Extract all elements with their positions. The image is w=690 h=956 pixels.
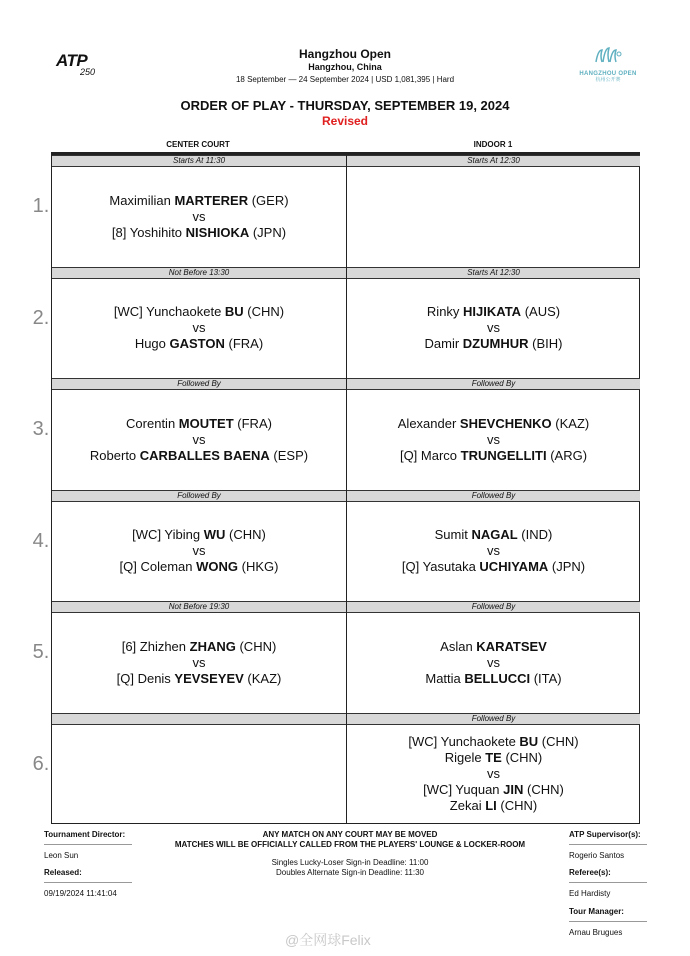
player-line (398, 416, 589, 432)
hangzhou-open-logo-cn: 杭州公开赛 (595, 77, 621, 83)
player-surname: NISHIOKA (185, 224, 250, 240)
player-surname: SHEVCHENKO (459, 415, 552, 431)
player-surname: BU (519, 734, 539, 750)
player-first-name: Damir (424, 336, 463, 352)
player-first-name: [Q] Denis (116, 670, 175, 686)
player-surname: CARBALLES BAENA (139, 447, 270, 463)
order-of-play-title: ORDER OF PLAY - THURSDAY, SEPTEMBER 19, 2024 (180, 98, 510, 113)
player-surname: UCHIYAMA (479, 559, 549, 575)
player-line (109, 193, 288, 209)
vs-label: vs (487, 654, 500, 670)
vs-label: vs (192, 431, 206, 447)
player-line (122, 639, 277, 655)
player-first-name: Hugo (134, 336, 170, 352)
player-surname: DZUMHUR (462, 336, 529, 352)
referee-label: Referee(s): (569, 868, 611, 877)
player-first-name: [6] Zhizhen (121, 638, 190, 654)
player-first-name: Alexander (397, 415, 460, 431)
player-line (400, 448, 587, 464)
vs-label: vs (487, 766, 500, 782)
notice-line-1: ANY MATCH ON ANY COURT MAY BE MOVED (262, 830, 438, 839)
start-time-band: Not Before 13:30 (52, 267, 346, 279)
director-label: Tournament Director: (44, 830, 126, 839)
player-country: (ESP) (269, 447, 309, 463)
player-surname: JIN (503, 782, 524, 798)
player-first-name: Corentin (126, 415, 179, 431)
empty-match-cell (52, 725, 346, 825)
director-divider (44, 844, 132, 845)
player-surname: BU (224, 304, 244, 320)
player-surname: TRUNGELLITI (460, 447, 547, 463)
player-line (425, 671, 561, 687)
start-time-band: Followed By (347, 490, 640, 502)
start-time-band: Followed By (347, 378, 640, 390)
player-surname: NAGAL (471, 527, 518, 543)
player-line (450, 798, 537, 814)
player-first-name: [WC] Yibing (132, 527, 204, 543)
start-time-band: Starts At 11:30 (52, 155, 346, 167)
player-line (117, 671, 282, 687)
start-time-band: Not Before 19:30 (52, 601, 346, 613)
player-line (423, 782, 564, 798)
start-time-band: Followed By (52, 378, 346, 390)
supervisor-label: ATP Supervisor(s): (569, 830, 641, 839)
vs-label: vs (192, 654, 206, 670)
row-number: 4. (32, 529, 50, 552)
player-line (427, 304, 560, 320)
player-country: (CHN) (501, 750, 543, 766)
tournament-city: Hangzhou, China (308, 62, 382, 72)
row-number: 6. (32, 752, 50, 775)
start-time-band: Followed By (52, 490, 346, 502)
start-time-band: Starts At 12:30 (347, 267, 640, 279)
player-first-name: [WC] Yunchaokete (113, 304, 225, 320)
vs-label: vs (487, 543, 500, 559)
player-country: (CHN) (235, 638, 277, 654)
match-cell (52, 167, 346, 267)
player-country: (AUS) (521, 304, 561, 320)
match-cell (347, 502, 640, 602)
player-first-name: Sumit (434, 527, 472, 543)
player-country: (FRA) (233, 415, 272, 431)
player-first-name: [Q] Yasutaka (401, 559, 480, 575)
doubles-deadline: Doubles Alternate Sign-in Deadline: 11:30 (276, 868, 424, 877)
player-first-name: Mattia (425, 670, 465, 686)
row-number: 3. (32, 418, 50, 440)
player-country: (JPN) (548, 559, 586, 575)
row-number: 2. (32, 306, 50, 329)
notice (150, 830, 550, 850)
supervisor-name: Rogerio Santos (569, 851, 625, 860)
player-country: (CHN) (538, 734, 579, 750)
empty-match-cell (347, 167, 640, 267)
player-surname: MARTERER (174, 192, 249, 208)
player-country: (FRA) (224, 336, 264, 352)
deadlines (150, 858, 550, 878)
vs-label: vs (192, 320, 206, 336)
vs-label: vs (487, 431, 500, 447)
match-cell (52, 279, 346, 379)
player-first-name: [WC] Yuquan (423, 782, 504, 798)
player-surname: WONG (196, 559, 239, 575)
player-line (120, 559, 279, 575)
player-first-name: [WC] Yunchaokete (408, 734, 520, 750)
player-line (408, 734, 578, 750)
match-cell (52, 613, 346, 713)
player-line (425, 336, 563, 352)
watermark: @全网球Felix (285, 932, 371, 948)
player-line (135, 336, 263, 352)
player-country: (ITA) (530, 670, 562, 686)
player-line (402, 559, 585, 575)
singles-deadline: Singles Lucky-Loser Sign-in Deadline: 11:00 (271, 858, 429, 867)
atp-logo-text: ATP (56, 51, 88, 70)
player-country: (ARG) (546, 447, 588, 463)
atp-logo-number: 250 (80, 67, 96, 77)
director-name: Leon Sun (44, 851, 79, 860)
released-label: Released: (44, 868, 82, 877)
player-country: (KAZ) (243, 670, 282, 686)
player-surname: BELLUCCI (464, 670, 531, 686)
player-country: (HKG) (238, 559, 279, 575)
player-first-name: Maximilian (109, 192, 175, 208)
row-number: 5. (32, 641, 50, 663)
match-cell (347, 725, 640, 825)
manager-label: Tour Manager: (569, 907, 624, 916)
match-cell (347, 390, 640, 490)
vs-label: vs (192, 543, 206, 559)
player-surname: MOUTET (178, 415, 234, 431)
court-header-indoor-1: INDOOR 1 (473, 140, 513, 149)
match-cell (347, 613, 640, 713)
player-surname: WU (203, 527, 226, 543)
row-number: 1. (32, 195, 50, 217)
manager-divider (569, 921, 647, 922)
match-cell (52, 502, 346, 602)
player-line (132, 527, 266, 543)
player-country: (CHN) (225, 527, 266, 543)
player-line (440, 639, 547, 655)
player-country: (CHN) (523, 782, 564, 798)
player-first-name: Rigele (444, 750, 486, 766)
player-line (90, 448, 308, 464)
player-surname: LI (485, 798, 497, 814)
player-first-name: Roberto (89, 447, 140, 463)
vs-label: vs (192, 208, 206, 224)
referee-divider (569, 882, 647, 883)
player-country: (CHN) (496, 798, 538, 814)
player-surname: ZHANG (189, 638, 236, 654)
hangzhou-open-logo-text: HANGZHOU OPEN (579, 71, 637, 77)
player-surname: TE (485, 750, 502, 766)
notice-line-2: MATCHES WILL BE OFFICIALLY CALLED FROM THE PLAYERS' LOUNGE & LOCKER-ROOM (174, 840, 526, 849)
player-country: (CHN) (243, 304, 285, 320)
vs-label: vs (487, 320, 500, 336)
player-line (112, 225, 286, 241)
player-country: (KAZ) (551, 415, 590, 431)
player-surname: GASTON (169, 336, 225, 352)
player-first-name: [8] Yoshihito (111, 224, 186, 240)
player-first-name: [Q] Marco (399, 447, 461, 463)
start-time-band: Followed By (347, 601, 640, 613)
match-cell (347, 279, 640, 379)
player-surname: YEVSEYEV (174, 670, 244, 686)
player-surname: HIJIKATA (463, 304, 522, 320)
player-first-name: Aslan (440, 638, 477, 654)
manager-name: Arnau Brugues (569, 928, 623, 937)
released-value: 09/19/2024 11:41:04 (44, 889, 117, 898)
player-line (126, 416, 272, 432)
player-first-name: Zekai (449, 798, 486, 814)
player-country: (GER) (248, 192, 289, 208)
player-line (435, 527, 553, 543)
match-cell (52, 390, 346, 490)
released-divider (44, 882, 132, 883)
tournament-name: Hangzhou Open (299, 47, 391, 61)
player-country: (IND) (517, 527, 553, 543)
player-first-name: [Q] Coleman (119, 559, 197, 575)
referee-name: Ed Hardisty (569, 889, 611, 898)
player-line (445, 750, 543, 766)
tournament-details: 18 September — 24 September 2024 | USD 1,081,395 | Hard (235, 75, 455, 84)
player-surname: KARATSEV (476, 638, 547, 654)
start-time-band: Starts At 12:30 (347, 155, 640, 167)
revised-status: Revised (321, 114, 369, 128)
player-line (114, 304, 284, 320)
player-country: (BIH) (528, 336, 563, 352)
player-country: (JPN) (249, 224, 287, 240)
player-first-name: Rinky (426, 304, 464, 320)
court-header-center: CENTER COURT (166, 140, 230, 149)
start-time-band (52, 713, 346, 725)
supervisor-divider (569, 844, 647, 845)
start-time-band: Followed By (347, 713, 640, 725)
